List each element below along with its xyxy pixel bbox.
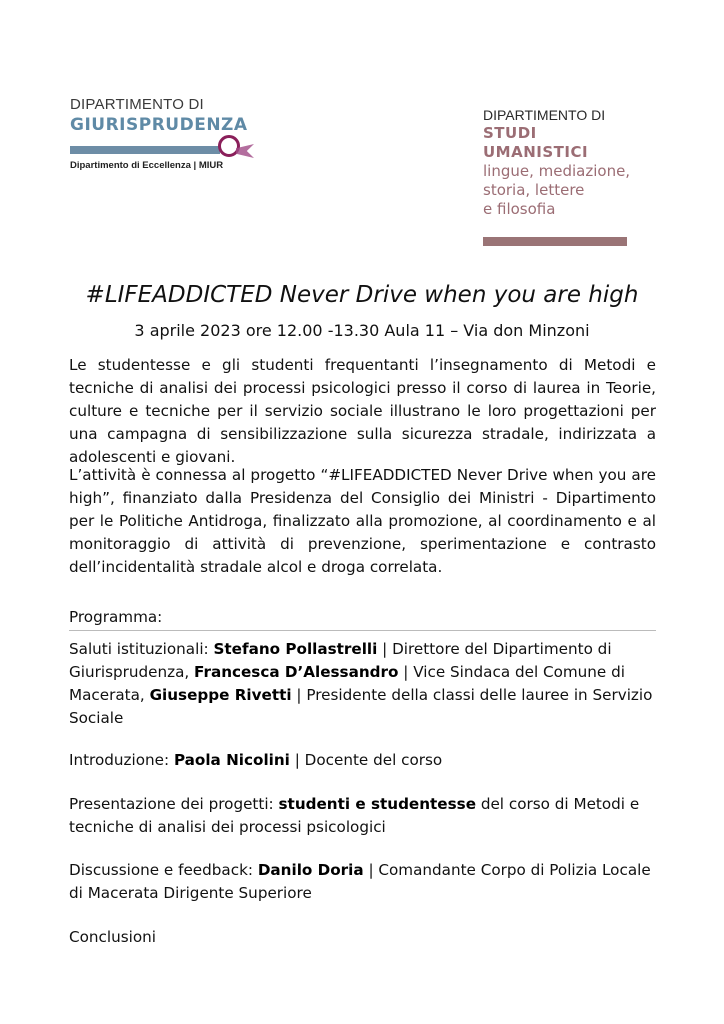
saluti-label: Saluti istituzionali: xyxy=(69,640,214,658)
speaker-name: studenti e studentesse xyxy=(278,795,476,813)
description-paragraph-1: Le studentesse e gli studenti frequentanti l’insegnamento di Metodi e tecniche di analisi dei processi psicologici presso il corso di laurea in Teorie, culture e tecniche per il servizio sociale illustrano le loro progettazioni per una campagna di sensibilizzazione sulla sicurezza stradale, indirizzata a adolescenti e giovani. xyxy=(69,356,656,466)
speaker-role: | Comandante Corpo di Polizia Locale di Macerata Dirigente Superiore xyxy=(69,861,651,902)
logo-right-line5: storia, lettere xyxy=(483,181,585,199)
event-details: 3 aprile 2023 ore 12.00 -13.30 Aula 11 – Via don Minzoni xyxy=(134,321,590,340)
logo-studi-umanistici xyxy=(483,106,663,246)
logo-left-bar xyxy=(70,146,220,154)
programma-conclusioni xyxy=(69,926,659,949)
programma-discussione xyxy=(69,859,659,905)
logo-right-line3: UMANISTICI xyxy=(483,143,589,161)
logo-right-bar xyxy=(483,237,627,246)
speaker-role: | Direttore del Dipartimento di Giurisprudenza, xyxy=(69,640,612,681)
speaker-name: Francesca D’Alessandro xyxy=(194,663,399,681)
programma-presentazione xyxy=(69,793,659,839)
logo-right-line4: lingue, mediazione, xyxy=(483,162,631,180)
introduzione-label: Introduzione: xyxy=(69,751,174,769)
speaker-role: | Presidente della classi delle lauree in Servizio Sociale xyxy=(69,686,653,727)
logo-right-line2: STUDI xyxy=(483,124,537,142)
speaker-name: Paola Nicolini xyxy=(173,751,290,769)
discussione-label: Discussione e feedback: xyxy=(69,861,258,879)
speaker-name: Danilo Doria xyxy=(257,861,364,879)
logo-left-tagline: Dipartimento di Eccellenza | MIUR xyxy=(70,160,224,171)
programma-saluti xyxy=(69,638,659,730)
logo-right-line1: DIPARTIMENTO DI xyxy=(483,107,606,123)
logo-left-line2: GIURISPRUDENZA xyxy=(70,115,248,135)
speaker-role: | Docente del corso xyxy=(289,751,443,769)
description-paragraph-2: L’attività è connessa al progetto “#LIFEADDICTED Never Drive when you are high”, finanziato dalla Presidenza del Consiglio dei Ministri - Dipartimento per le Politiche Antidroga, finalizzato alla promozione, al coordinamento e al monitoraggio di attività di prevenzione, sperimentazione e contrasto dell’incidentalità stradale alcol e droga correlata. xyxy=(69,466,656,576)
conclusioni-label: Conclusioni xyxy=(69,928,156,946)
programma-heading: Programma: xyxy=(69,606,656,631)
speaker-role: del corso di Metodi e tecniche di analisi dei processi psicologici xyxy=(69,795,640,836)
speaker-role: | Vice Sindaca del Comune di Macerata, xyxy=(69,663,625,704)
speaker-name: Giuseppe Rivetti xyxy=(149,686,292,704)
logo-right-line6: e filosofia xyxy=(483,200,556,218)
logo-left-line1: DIPARTIMENTO DI xyxy=(70,96,204,113)
speaker-name: Stefano Pollastrelli xyxy=(213,640,378,658)
presentazione-label: Presentazione dei progetti: xyxy=(69,795,279,813)
logo-giurisprudenza xyxy=(70,96,260,171)
programma-introduzione xyxy=(69,749,659,772)
event-title: #LIFEADDICTED Never Drive when you are high xyxy=(85,282,639,308)
